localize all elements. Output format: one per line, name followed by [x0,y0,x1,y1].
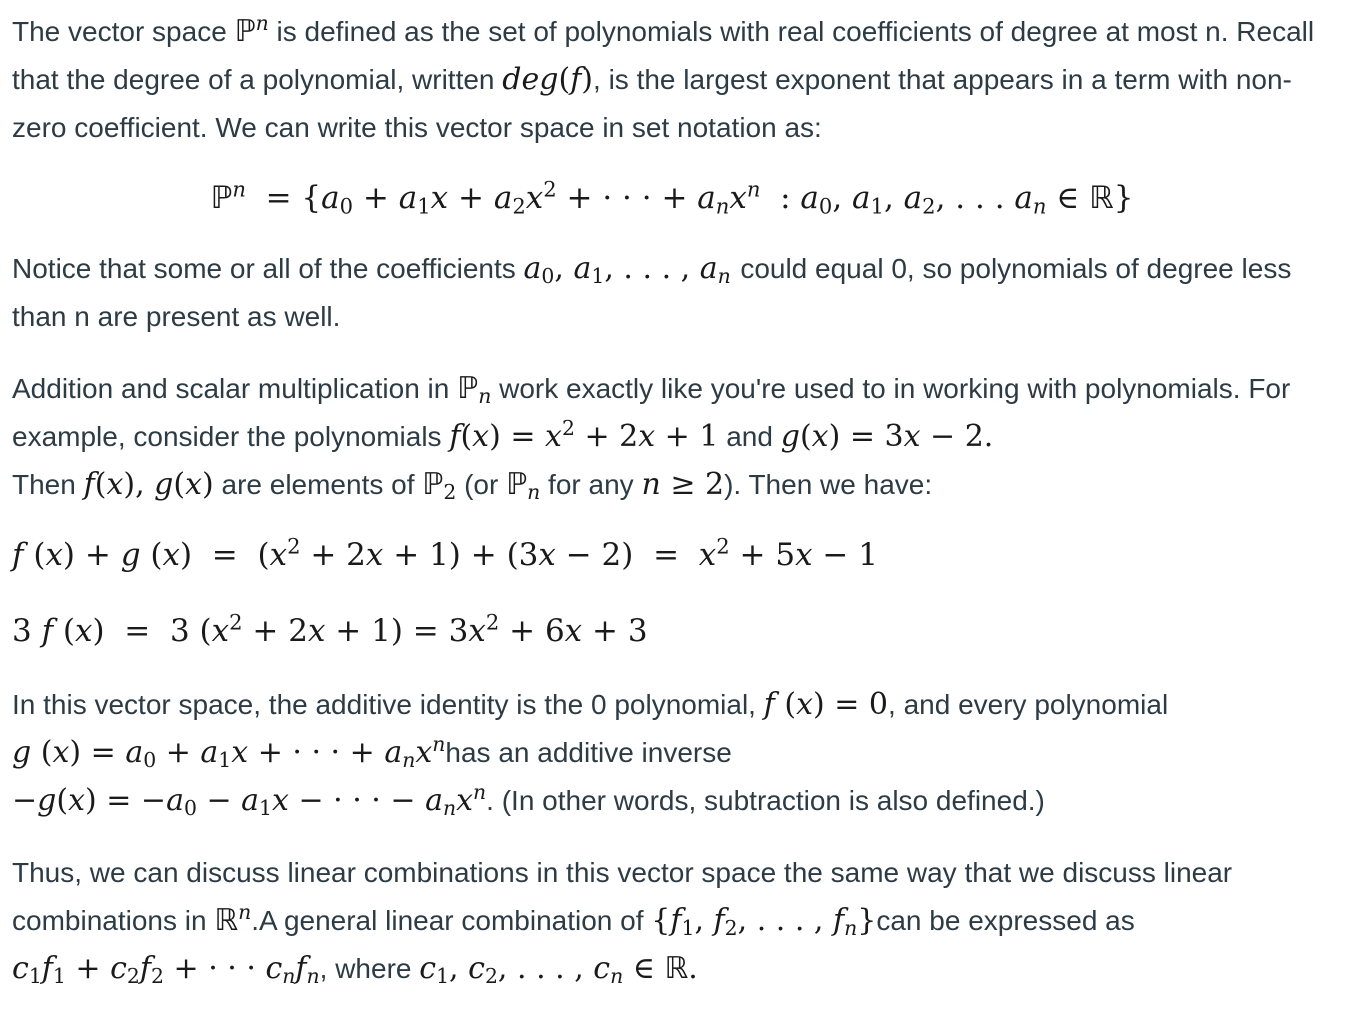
math-Pn: ℙ$^n$ [234,10,269,49]
paragraph-coefficients: Notice that some or all of the coefficients $a_0$, $a_1$, . . . , $a_n$ could equal 0, so polynomials of degree less than n are present as well. [12,251,1292,332]
math-coeffs: $a_0$, $a_1$, . . . , $a_n$ [523,251,731,289]
display-equation-set: ℙ$^n$ = {$a_0 + a_1x + a_2x^2$ + · · · + $a_nx^n$ : $a_0$, $a_1$, $a_2$, . . . $a_n$ ∈ ℝ} [210,176,1134,219]
equation-scalar: 3 f (x) = 3 $(x^2 + 2x + 1) = 3x^2 + 6x + 3$ [12,609,648,649]
paragraph-identity: In this vector space, the additive identity is the 0 polynomial, f (x) = 0, and every polynomial g $(x) = a_0 + a_1x$ + · · · + $a_nx^nhas$ an additive inverse $-g(x) = -a_0 - a_1x$ − · · · − $a_nx^n$. (In other words, subtraction is also defined.) [12,687,1169,821]
paragraph-definition: The vector space ℙ$^n$ is defined as the set of polynomials with real coefficients of degree at most n. Recall that the degree of a polynomial, written deg(f), is the largest exponent that appears in a term with non-zero coefficient. We can write this vector space in set notation as: [12,10,1315,143]
math-degf: deg(f) [502,62,594,97]
equation-sum: f (x) + g $(x) = (x^2 + 2x + 1) + (3x - 2) = x^2 + 5x - 1$ [12,533,878,573]
paragraph-linear-combination: Thus, we can discuss linear combinations in this vector space the same way that we discuss linear combinations in ℝ$^n$.A general linear combination of {$f_1$, $f_2$, . . . , $f_n\}can$ be expressed as $c_1f_1 + c_2f_2$ + · · · $c_nf_n$, where $c_1$, $c_2$, . . . , $c_n$ ∈ ℝ. [12,857,1233,989]
paragraph-addition: Addition and scalar multiplication in ℙ$_n$ work exactly like you're used to in working with polynomials. For example, consider the polynomials $f(x) = x^2 + 2x + 1$ and g(x) = 3x − 2. Then f(x), g(x) are elements of ℙ$_2$ (or ℙ$_n$ for any n ≥ 2). Then we have: [12,371,1291,505]
